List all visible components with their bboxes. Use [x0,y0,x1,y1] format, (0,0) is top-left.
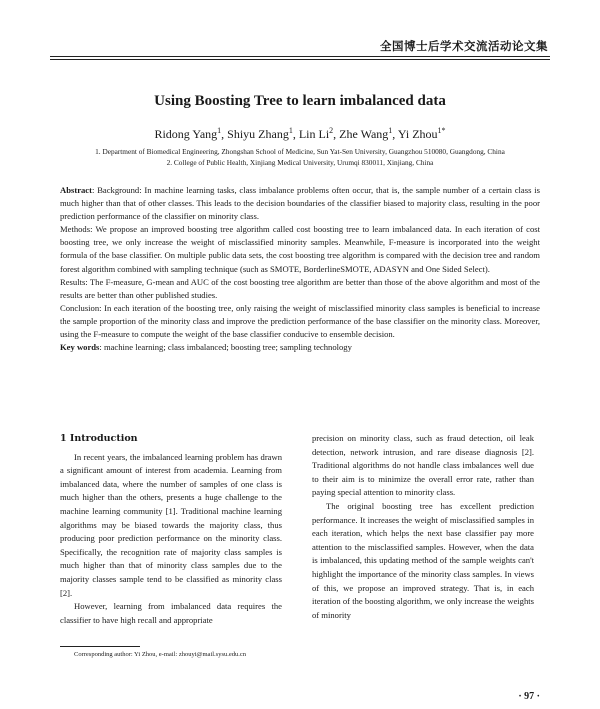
paper-title: Using Boosting Tree to learn imbalanced data [154,93,446,109]
running-head: 全国博士后学术交流活动论文集 [380,39,548,53]
body-paragraph: The original boosting tree has excellent prediction performance. It increases the weight of misclassified samples in each iteration, which helps the next base classifier pay more attention to the misclassified samples. However, when the data is imbalanced, this updating method of the sample weights can't highlight the importance of the minority class samples. In views of this, we propose an improved strategy. That is, in each iteration of the boosting algorithm, we only increase the weights of minority [312,500,534,620]
author-affiliation-mark: 2 [329,126,334,135]
abstract-label: Abstract [60,185,92,195]
abstract-background: Abstract: Background: In machine learning tasks, class imbalance problems often occur, that is, the sample number of a certain class is much higher than that of other classes. This leads to the decision boundaries of the classifier biased to majority class, resulting in the poor prediction performance of the classifier on minority class. [60,185,540,222]
keywords-label: Key words [60,342,100,353]
author-affiliation-mark: 1 [217,126,222,135]
abstract-background-text: Background: In machine learning tasks, class imbalance problems often occur, that is, the sample number of a certain class is much higher than that of other classes. This leads to the decision boundaries of the classifier biased to majority class, resulting in the poor prediction performance of the classifier on minority class. [60,185,540,222]
corresponding-author-footnote: Corresponding author: Yi Zhou, e-mail: zhouyi@mail.sysu.edu.cn [74,651,247,658]
abstract-conclusion: Conclusion: In each iteration of the boosting tree, only raising the weight of misclassified minority class samples is beneficial to increase the sample proportion of the minority class and improve the prediction performance of the base classifier on the minority class. Moreover, using the F-measure to compute the weight of the base classifier conducive to ensemble decision. [60,302,540,340]
author-affiliation-mark: 1 [288,126,293,135]
abstract-block [60,184,540,354]
author-list: Ridong Yang$^1$, Shiyu Zhang$^1$, Lin Li$^2$, Zhe Wang$^1$, Yi Zhou$^{1*}$ [154,126,446,141]
affiliation: 2. College of Public Health, Xinjiang Medical University, Urumqi 830011, Xinjiang, China [166,158,434,167]
footnote-rule [60,646,140,647]
section-heading: 1 Introduction [60,433,138,444]
author-name: Yi Zhou [397,127,438,141]
body-paragraph: However, learning from imbalanced data requires the classifier to have high recall and appropriate [60,601,282,625]
left-column [60,432,282,627]
body-paragraph: precision on minority class, such as fraud detection, oil leak detection, network intrusion, and rare disease diagnosis [2]. Traditional algorithms do not handle class imbalances well due to their aim is to minimize the overall error rate, rather than paying special attention to minority class. [312,433,534,498]
keywords: Key words: machine learning; class imbalanced; boosting tree; sampling technology [60,342,352,353]
right-column [312,432,534,622]
author-affiliation-mark: 1* [437,126,446,135]
author-affiliation-mark: 1 [388,126,393,135]
header-rule [50,56,550,57]
header-rule-thin [50,59,550,60]
abstract-methods: Methods: We propose an improved boosting tree algorithm called cost boosting tree to learn imbalanced data. In each iteration of cost boosting tree, we only increase the weight of misclassified minority samples. Meanwhile, F-measure is incorporated into the weight formula of the base classifier. On multiple public data sets, the cost boosting tree algorithm is compared with the decision tree and random forest algorithm combined with sampling technique (such as SMOTE, BorderlineSMOTE, ADASYN and One Sided Select). [60,224,540,274]
page-number: · 97 · [518,691,540,702]
author-name: Shiyu Zhang [227,127,289,141]
author-name: Lin Li [298,127,330,141]
author-name: Zhe Wang [339,127,389,141]
abstract-results: Results: The F-measure, G-mean and AUC of the cost boosting tree algorithm are better than those of the above algorithm and most of the results are better than other published studies. [60,276,540,300]
body-paragraph: In recent years, the imbalanced learning problem has drawn a significant amount of interest from academia. Learning from imbalanced data, where the number of samples of one class is much higher than the others, presents a huge challenge to the machine learning community [1]. Traditional machine learning algorithms may be biased towards the majority class, thus producing poor prediction performance on the minority class. Specifically, the recognition rate of majority class samples is much higher than that of minority class samples due to the majority classes sample tend to be classified as minority class [2]. [60,451,282,598]
author-name: Ridong Yang [154,127,218,141]
affiliation: 1. Department of Biomedical Engineering, Zhongshan School of Medicine, Sun Yat-Sen University, Guangzhou 510080, Guangdong, China [95,147,505,156]
keywords-text: machine learning; class imbalanced; boosting tree; sampling technology [103,342,352,353]
